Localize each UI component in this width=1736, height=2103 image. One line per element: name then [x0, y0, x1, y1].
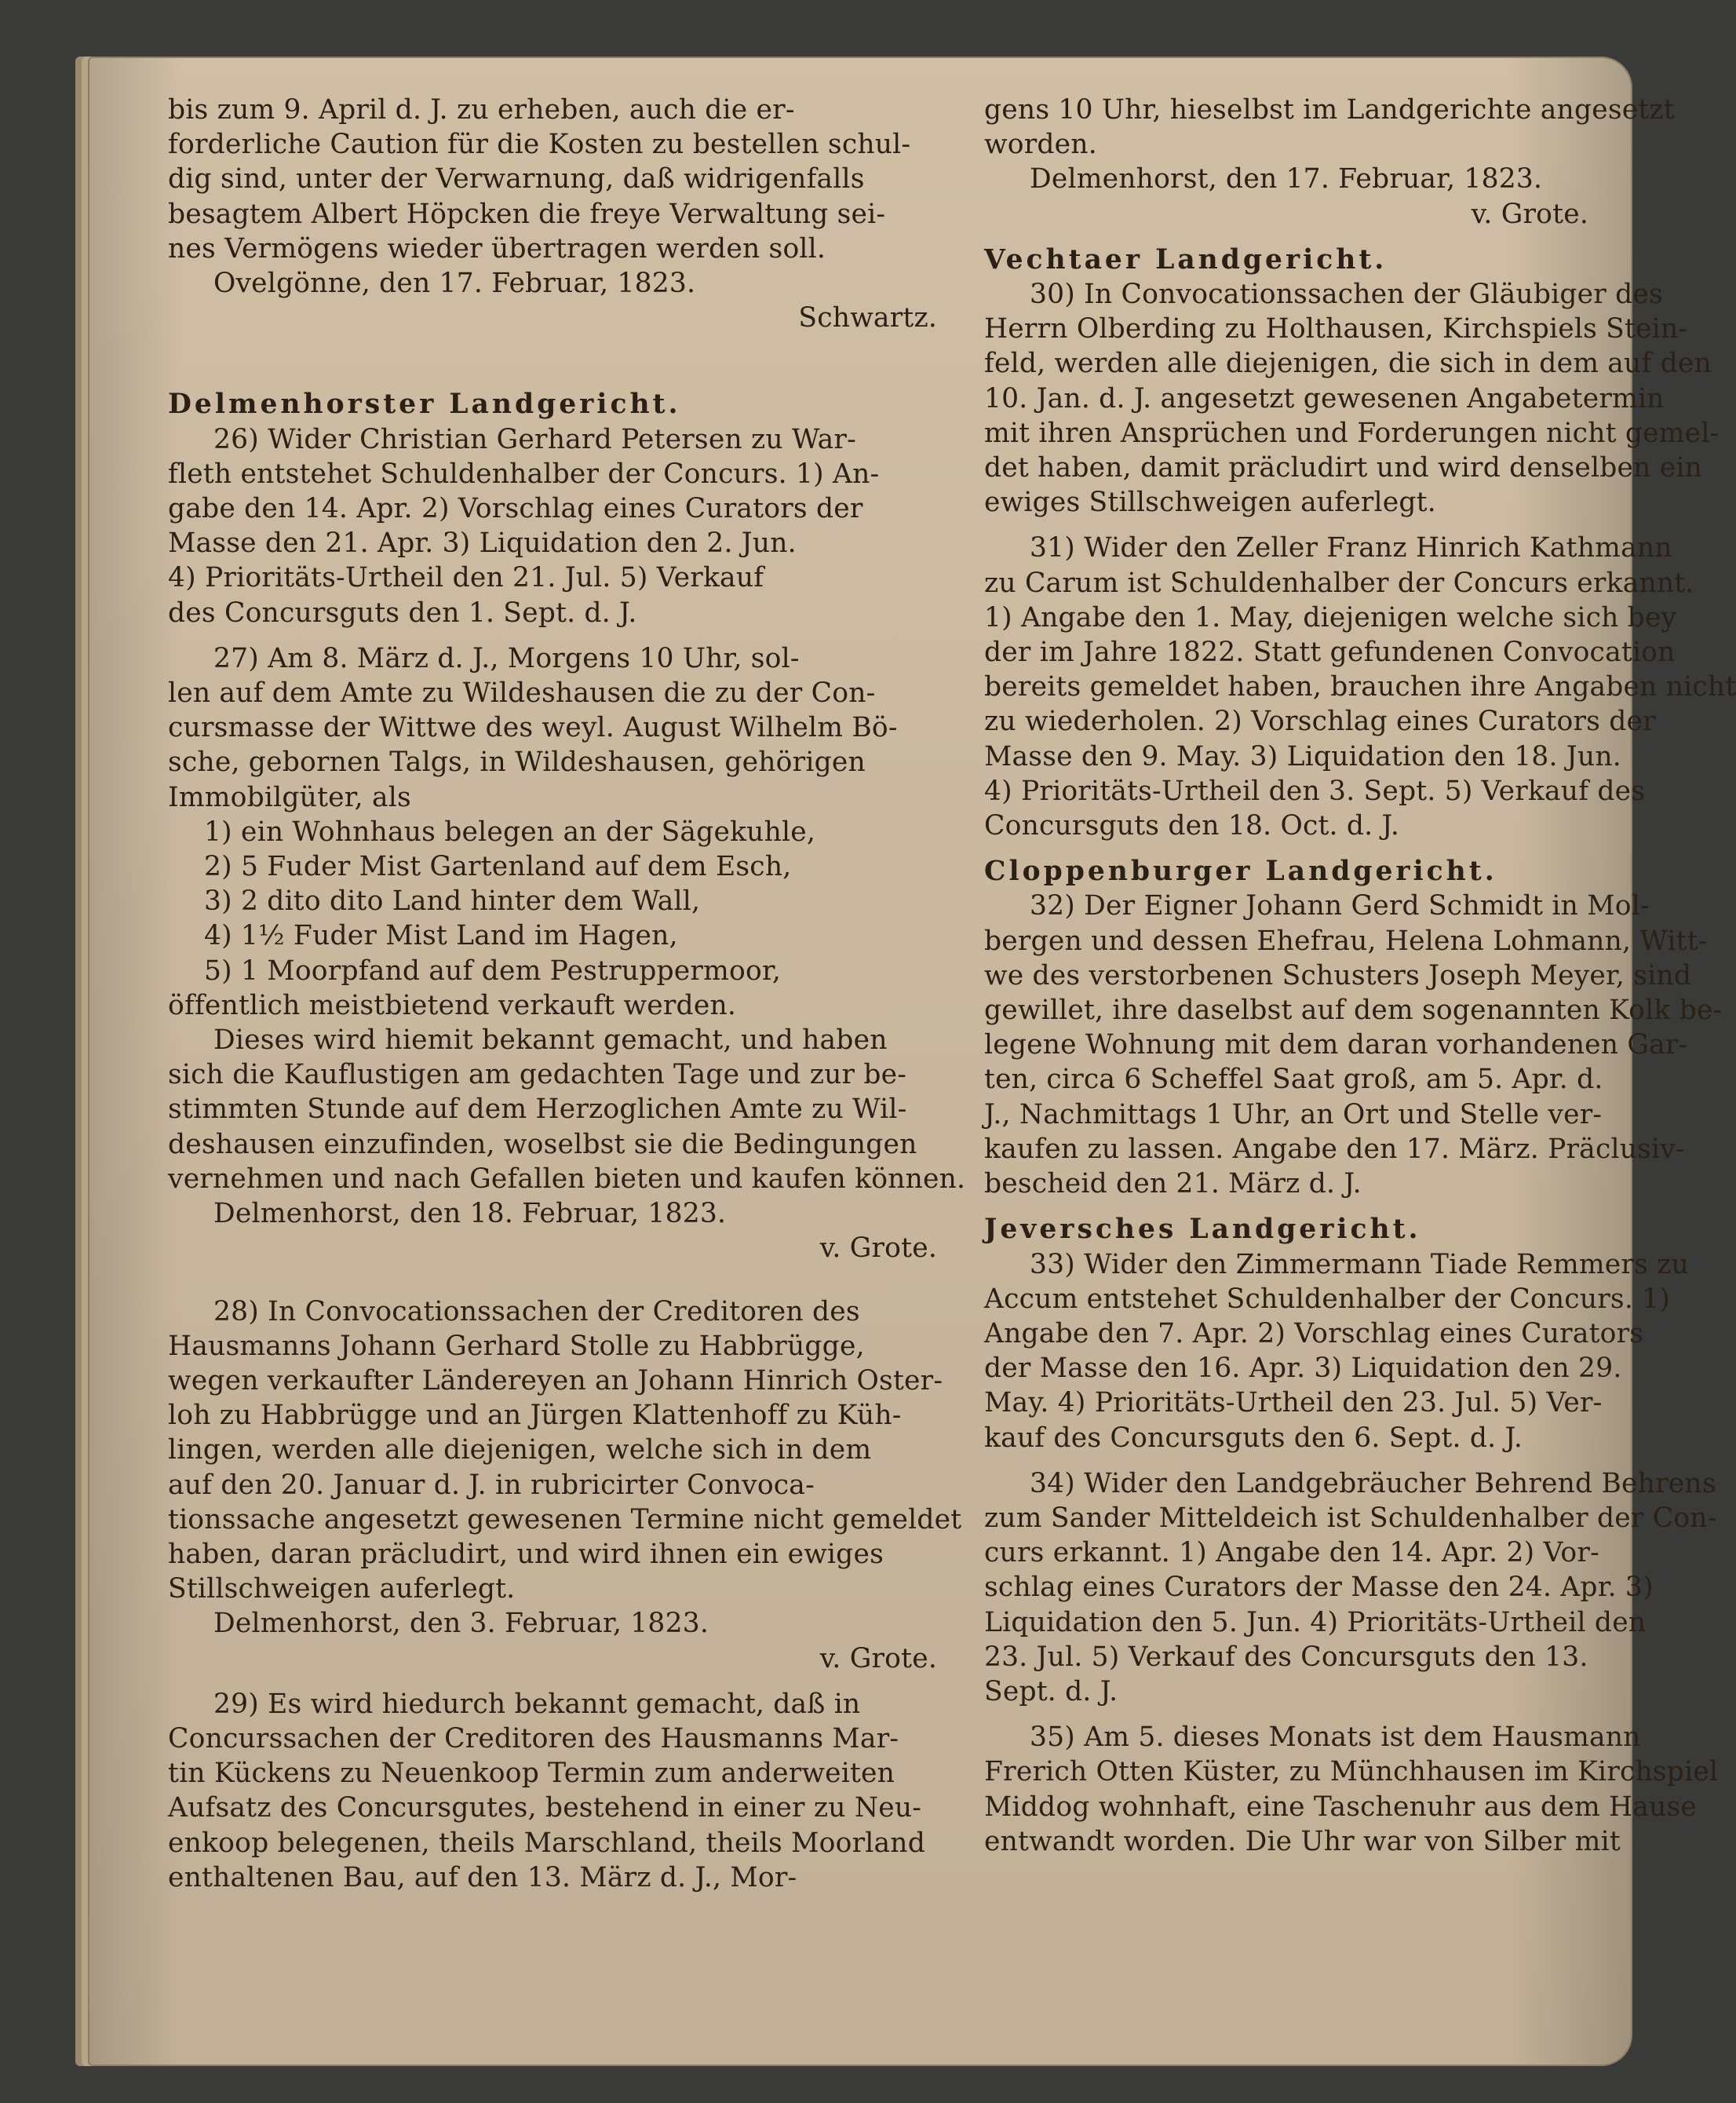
text-line: ten, circa 6 Scheffel Saat groß, am 5. Apr. d.: [984, 1064, 1603, 1096]
text-line: auf den 20. Januar d. J. in rubricirter Convoca-: [168, 1469, 815, 1501]
list-item: 4) 1½ Fuder Mist Land im Hagen,: [204, 920, 678, 952]
text-line: loh zu Habbrügge und an Jürgen Klattenhoff zu Küh-: [168, 1400, 902, 1432]
text-line: tionssache angesetzt gewesenen Termine nicht gemeldet: [168, 1503, 962, 1535]
text-line: fleth entstehet Schuldenhalber der Concurs. 1) An-: [168, 458, 880, 490]
signature: Schwartz.: [798, 302, 937, 334]
text-line: 28) In Convocationssachen der Creditoren des: [213, 1295, 860, 1327]
text-line: 30) In Convocationssachen der Gläubiger des: [1030, 279, 1663, 311]
text-line: haben, daran präcludirt, und wird ihnen ein ewiges: [168, 1538, 884, 1570]
text-line: wegen verkaufter Ländereyen an Johann Hinrich Oster-: [168, 1364, 943, 1397]
list-item: 5) 1 Moorpfand auf dem Pestruppermoor,: [204, 955, 782, 987]
text-line: 27) Am 8. März d. J., Morgens 10 Uhr, sol-: [213, 642, 800, 674]
text-line: kaufen zu lassen. Angabe den 17. März. Präclusiv-: [984, 1133, 1685, 1165]
text-line: 10. Jan. d. J. angesetzt gewesenen Angabetermin: [984, 382, 1665, 414]
entry-29: [168, 1687, 968, 1895]
text-line: zu wiederholen. 2) Vorschlag eines Curators der: [984, 706, 1656, 738]
text-line: legene Wohnung mit dem daran vorhandenen Gar-: [984, 1029, 1688, 1061]
place-date: Delmenhorst, den 18. Februar, 1823.: [213, 1198, 727, 1230]
text-line: 31) Wider den Zeller Franz Hinrich Kathmann: [1030, 532, 1672, 564]
text-line: enthaltenen Bau, auf den 13. März d. J., Mor-: [168, 1861, 797, 1893]
entry-30: [984, 277, 1720, 520]
signature: v. Grote.: [1471, 198, 1588, 230]
text-line: gabe den 14. Apr. 2) Vorschlag eines Curators der: [168, 493, 863, 525]
text-line: 4) Prioritäts-Urtheil den 3. Sept. 5) Verkauf des: [984, 775, 1646, 807]
text-line: Accum entstehet Schuldenhalber der Concurs. 1): [984, 1283, 1670, 1315]
text-line: Liquidation den 5. Jun. 4) Prioritäts-Urtheil den: [984, 1606, 1647, 1638]
text-line: schlag eines Curators der Masse den 24. Apr. 3): [984, 1572, 1654, 1604]
text-line: vernehmen und nach Gefallen bieten und kaufen können.: [168, 1163, 966, 1195]
text-line: Concursguts den 18. Oct. d. J.: [984, 810, 1400, 842]
text-line: gens 10 Uhr, hieselbst im Landgerichte angesetzt: [984, 94, 1675, 126]
text-line: 26) Wider Christian Gerhard Petersen zu War-: [213, 423, 856, 455]
text-line: bis zum 9. April d. J. zu erheben, auch die er-: [168, 94, 795, 126]
text-line: bescheid den 21. März d. J.: [984, 1168, 1362, 1200]
text-line: Dieses wird hiemit bekannt gemacht, und haben: [213, 1024, 888, 1057]
text-line: 33) Wider den Zimmermann Tiade Remmers zu: [1030, 1248, 1689, 1280]
text-line: bergen und dessen Ehefrau, Helena Lohmann, Witt-: [984, 925, 1708, 957]
text-line: worden.: [984, 129, 1097, 161]
right-block1: [984, 93, 1675, 232]
text-line: Immobilgüter, als: [168, 781, 411, 813]
text-line: der Masse den 16. Apr. 3) Liquidation den 29.: [984, 1353, 1622, 1385]
text-line: zum Sander Mitteldeich ist Schuldenhalber der Con-: [984, 1502, 1717, 1534]
text-line: 4) Prioritäts-Urtheil den 21. Jul. 5) Verkauf: [168, 562, 764, 594]
text-line: öffentlich meistbietend verkauft werden.: [168, 989, 737, 1021]
text-line: gewillet, ihre daselbst auf dem sogenannten Kolk be-: [984, 995, 1723, 1027]
text-line: enkoop belegenen, theils Marschland, theils Moorland: [168, 1827, 925, 1859]
right-column: [984, 93, 1736, 1859]
text-line: kauf des Concursguts den 6. Sept. d. J.: [984, 1422, 1523, 1454]
entry-26: [168, 422, 968, 630]
entry-33: [984, 1247, 1689, 1455]
signature: v. Grote.: [819, 1642, 937, 1674]
entry-28: [168, 1294, 968, 1676]
section-heading-cloppenburg: Cloppenburger Landgericht.: [984, 856, 1497, 888]
left-block1: [168, 93, 968, 335]
text-line: May. 4) Prioritäts-Urtheil den 23. Jul. 5) Ver-: [984, 1387, 1603, 1419]
text-line: det haben, damit präcludirt und wird denselben ein: [984, 452, 1703, 484]
text-line: Stillschweigen auferlegt.: [168, 1573, 516, 1605]
entry-32: [984, 889, 1723, 1201]
text-line: J., Nachmittags 1 Uhr, an Ort und Stelle ver-: [984, 1098, 1603, 1130]
text-line: feld, werden alle diejenigen, die sich in dem auf den: [984, 348, 1712, 380]
section-heading-jever: Jeversches Landgericht.: [984, 1214, 1421, 1246]
text-line: 34) Wider den Landgebräucher Behrend Behrens: [1030, 1467, 1716, 1499]
list-item: 3) 2 dito dito Land hinter dem Wall,: [204, 885, 701, 918]
text-line: Concurssachen der Creditoren des Hausmanns Mar-: [168, 1722, 899, 1754]
text-line: zu Carum ist Schuldenhalber der Concurs erkannt.: [984, 567, 1694, 599]
text-line: 29) Es wird hiedurch bekannt gemacht, daß in: [213, 1688, 861, 1720]
text-line: Hausmanns Johann Gerhard Stolle zu Habbrügge,: [168, 1330, 865, 1362]
signature: v. Grote.: [819, 1232, 937, 1265]
text-line: bereits gemeldet haben, brauchen ihre Angaben nicht: [984, 671, 1736, 703]
text-line: ewiges Stillschweigen auferlegt.: [984, 487, 1436, 519]
entry-31: [984, 531, 1736, 843]
place-date: Delmenhorst, den 3. Februar, 1823.: [213, 1608, 709, 1640]
section-heading-delmenhorst: Delmenhorster Landgericht.: [168, 389, 681, 421]
text-line: cursmasse der Wittwe des weyl. August Wilhelm Bö-: [168, 712, 898, 744]
text-line: dig sind, unter der Verwarnung, daß widrigenfalls: [168, 163, 865, 195]
text-line: sche, gebornen Talgs, in Wildeshausen, gehörigen: [168, 747, 866, 779]
list-item: 2) 5 Fuder Mist Gartenland auf dem Esch,: [204, 851, 792, 883]
text-line: 23. Jul. 5) Verkauf des Concursguts den 13.: [984, 1641, 1588, 1673]
entry-35: [984, 1720, 1719, 1859]
text-line: 32) Der Eigner Johann Gerd Schmidt in Mol-: [1030, 890, 1650, 922]
text-line: nes Vermögens wieder übertragen werden soll.: [168, 232, 826, 265]
left-column: [168, 93, 968, 1895]
text-line: 1) Angabe den 1. May, diejenigen welche sich bey: [984, 601, 1677, 633]
entry-34: [984, 1466, 1717, 1709]
text-line: Herrn Olberding zu Holthausen, Kirchspiels Stein-: [984, 313, 1688, 345]
text-line: Frerich Otten Küster, zu Münchhausen im Kirchspiel: [984, 1756, 1719, 1788]
text-line: des Concursguts den 1. Sept. d. J.: [168, 597, 637, 629]
text-line: Angabe den 7. Apr. 2) Vorschlag eines Curators: [984, 1317, 1644, 1349]
text-line: len auf dem Amte zu Wildeshausen die zu der Con-: [168, 677, 876, 710]
text-line: entwandt worden. Die Uhr war von Silber mit: [984, 1825, 1621, 1857]
text-line: Masse den 9. May. 3) Liquidation den 18. Jun.: [984, 740, 1621, 772]
text-line: Sept. d. J.: [984, 1675, 1118, 1707]
text-line: curs erkannt. 1) Angabe den 14. Apr. 2) Vor-: [984, 1537, 1599, 1569]
place-date: Ovelgönne, den 17. Februar, 1823.: [213, 268, 696, 300]
place-date: Delmenhorst, den 17. Februar, 1823.: [1030, 163, 1543, 195]
text-line: der im Jahre 1822. Statt gefundenen Convocation: [984, 637, 1676, 669]
text-line: forderliche Caution für die Kosten zu bestellen schul-: [168, 129, 911, 161]
text-line: tin Kückens zu Neuenkoop Termin zum anderweiten: [168, 1758, 895, 1790]
text-line: sich die Kauflustigen am gedachten Tage und zur be-: [168, 1059, 907, 1091]
text-line: besagtem Albert Höpcken die freye Verwaltung sei-: [168, 198, 886, 230]
text-line: stimmten Stunde auf dem Herzoglichen Amte zu Wil-: [168, 1093, 907, 1126]
text-line: 35) Am 5. dieses Monats ist dem Hausmann: [1030, 1721, 1641, 1754]
text-line: mit ihren Ansprüchen und Forderungen nicht gemel-: [984, 417, 1720, 449]
section-heading-vechta: Vechtaer Landgericht.: [984, 243, 1388, 276]
text-line: Aufsatz des Concursgutes, bestehend in einer zu Neu-: [168, 1792, 922, 1824]
text-line: lingen, werden alle diejenigen, welche sich in dem: [168, 1434, 872, 1466]
text-line: deshausen einzufinden, woselbst sie die Bedingungen: [168, 1128, 917, 1160]
entry-27: [168, 641, 968, 1266]
text-line: Middog wohnhaft, eine Taschenuhr aus dem Hause: [984, 1791, 1698, 1823]
text-line: Masse den 21. Apr. 3) Liquidation den 2. Jun.: [168, 528, 797, 560]
text-line: we des verstorbenen Schusters Joseph Meyer, sind: [984, 959, 1692, 991]
list-item: 1) ein Wohnhaus belegen an der Sägekuhle,: [204, 816, 816, 848]
